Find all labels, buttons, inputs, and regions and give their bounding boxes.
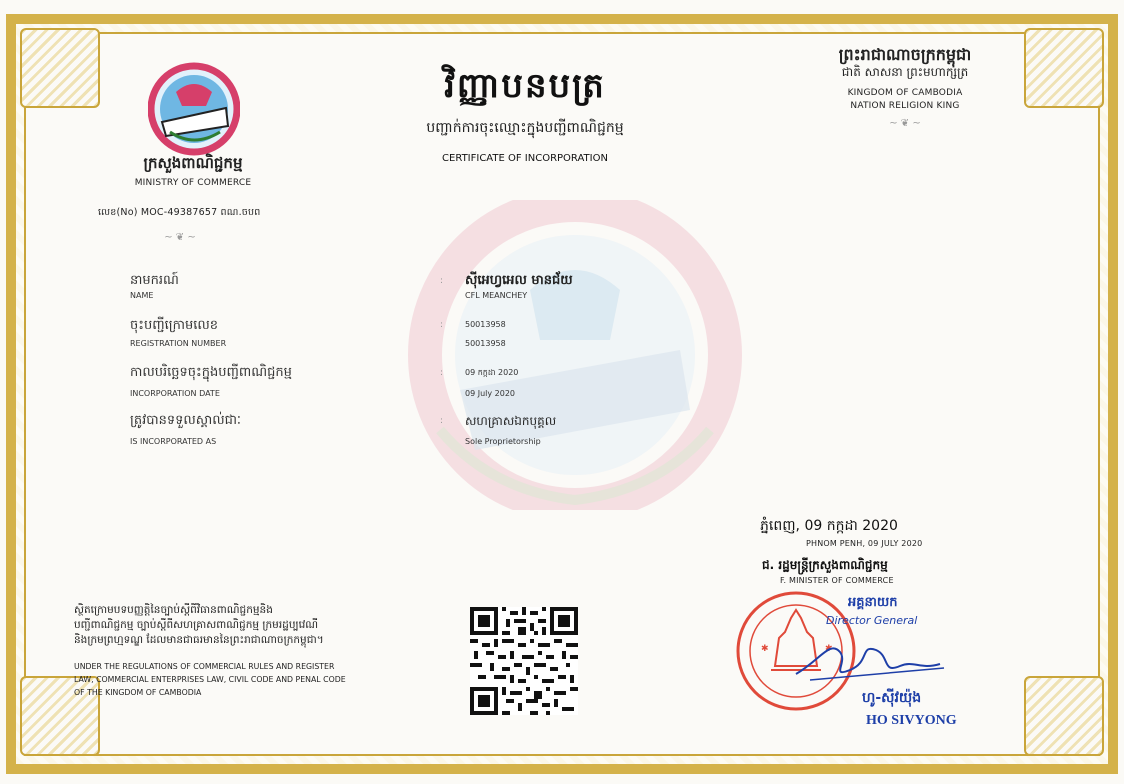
field-label-type-khm: ត្រូវបានទទួលស្គាល់ជាៈ [130, 413, 241, 428]
ministry-name-en: MINISTRY OF COMMERCE [134, 178, 252, 188]
field-label-name-en: NAME [130, 291, 154, 300]
ministry-logo-icon [148, 62, 240, 156]
signer-name-en: HO SIVYONG [866, 713, 957, 728]
field-value-type-en: Sole Proprietorship [465, 437, 541, 446]
regulations-khm-line: និងក្រមព្រហ្មទណ្ឌ ដែលមានជាធរមាននៃព្រះរាជាណាចក្រកម្ពុជា។ [74, 634, 324, 646]
kingdom-name-en: KINGDOM OF CAMBODIA [847, 88, 963, 98]
certificate-number: លេខ(No) MOC-49387657 ពណ.ចបព [98, 207, 261, 218]
minister-khm: ជ. រដ្ឋមន្ត្រីក្រសួងពាណិជ្ជកម្ម [762, 558, 888, 572]
certificate-title-khm: វិញ្ញាបនបត្រ [444, 66, 606, 106]
field-label-type-en: IS INCORPORATED AS [130, 437, 217, 446]
field-value-date-en: 09 July 2020 [465, 389, 516, 398]
field-label-name-khm: នាមករណ៍ [130, 273, 179, 288]
field-value-regno-en: 50013958 [465, 339, 506, 348]
qr-code-icon[interactable] [470, 606, 578, 716]
certificate-subtitle-khm: បញ្ជាក់ការចុះឈ្មោះក្នុងបញ្ជីពាណិជ្ជកម្ម [426, 120, 624, 136]
field-label-date-en: INCORPORATION DATE [130, 389, 220, 398]
regulations-khm [74, 603, 404, 648]
field-colon: : [440, 416, 444, 426]
field-value-regno-khm: 50013958 [465, 320, 506, 329]
corner-ornament-br [1024, 676, 1104, 756]
director-title-khm: អគ្គនាយក [848, 595, 898, 610]
regulations-khm-line: ស្ថិតក្រោមបទបញ្ញត្តិនៃច្បាប់ស្តីពីវិធានពាណិជ្ជកម្មនិង [74, 604, 273, 616]
ornament-divider-right: ~ ❦ ~ [889, 118, 921, 129]
field-value-name-khm: ស៊ីអេហ្វអេល មានជ័យ [465, 273, 573, 288]
field-value-name-en: CFL MEANCHEY [465, 291, 528, 300]
signature-icon [790, 630, 950, 690]
corner-ornament-tr [1024, 28, 1104, 108]
signer-name-khm: ហូ-ស៊ីវយ៉ុង [862, 690, 922, 706]
ministry-watermark-icon [380, 200, 770, 510]
regulations-khm-line: បញ្ជីពាណិជ្ជកម្ម ច្បាប់ស្តីពីសហគ្រាសពាណិជ្ជកម្ម ក្រមរដ្ឋប្បវេណី [74, 619, 319, 631]
ornament-divider-left: ~ ❦ ~ [164, 232, 196, 243]
field-colon: : [440, 276, 444, 286]
svg-text:✱: ✱ [825, 644, 833, 654]
field-label-regno-khm: ចុះបញ្ជីក្រោមលេខ [130, 318, 218, 333]
regulations-en-line: LAW, COMMERCIAL ENTERPRISES LAW, CIVIL CODE AND PENAL CODE [74, 675, 346, 684]
field-colon: : [440, 320, 444, 330]
regulations-en-line: UNDER THE REGULATIONS OF COMMERCIAL RULES AND REGISTER [74, 662, 335, 671]
kingdom-motto-en: NATION RELIGION KING [850, 101, 960, 111]
director-title-en: Director General [826, 614, 918, 627]
kingdom-motto-khm: ជាតិ សាសនា ព្រះមហាក្សត្រ [841, 65, 969, 79]
svg-text:✱: ✱ [761, 644, 769, 654]
certificate-title-en: CERTIFICATE OF INCORPORATION [442, 153, 608, 164]
place-date-en: PHNOM PENH, 09 JULY 2020 [806, 539, 923, 548]
ministry-name-khm: ក្រសួងពាណិជ្ជកម្ម [143, 154, 243, 172]
field-label-date-khm: កាលបរិច្ឆេទចុះក្នុងបញ្ជីពាណិជ្ជកម្ម [130, 365, 292, 380]
kingdom-name-khm: ព្រះរាជាណាចក្រកម្ពុជា [838, 45, 972, 64]
corner-ornament-tl [20, 28, 100, 108]
place-date-khm: ភ្នំពេញ, 09 កក្កដា 2020 [760, 518, 898, 534]
field-value-type-khm: សហគ្រាសឯកបុគ្គល [465, 414, 557, 428]
regulations-en-line: OF THE KINGDOM OF CAMBODIA [74, 688, 202, 697]
field-label-regno-en: REGISTRATION NUMBER [130, 339, 227, 348]
minister-en: F. MINISTER OF COMMERCE [780, 576, 894, 585]
field-value-date-khm: 09 កក្កដា 2020 [465, 368, 519, 377]
field-colon: : [440, 368, 444, 378]
regulations-en [74, 660, 404, 699]
